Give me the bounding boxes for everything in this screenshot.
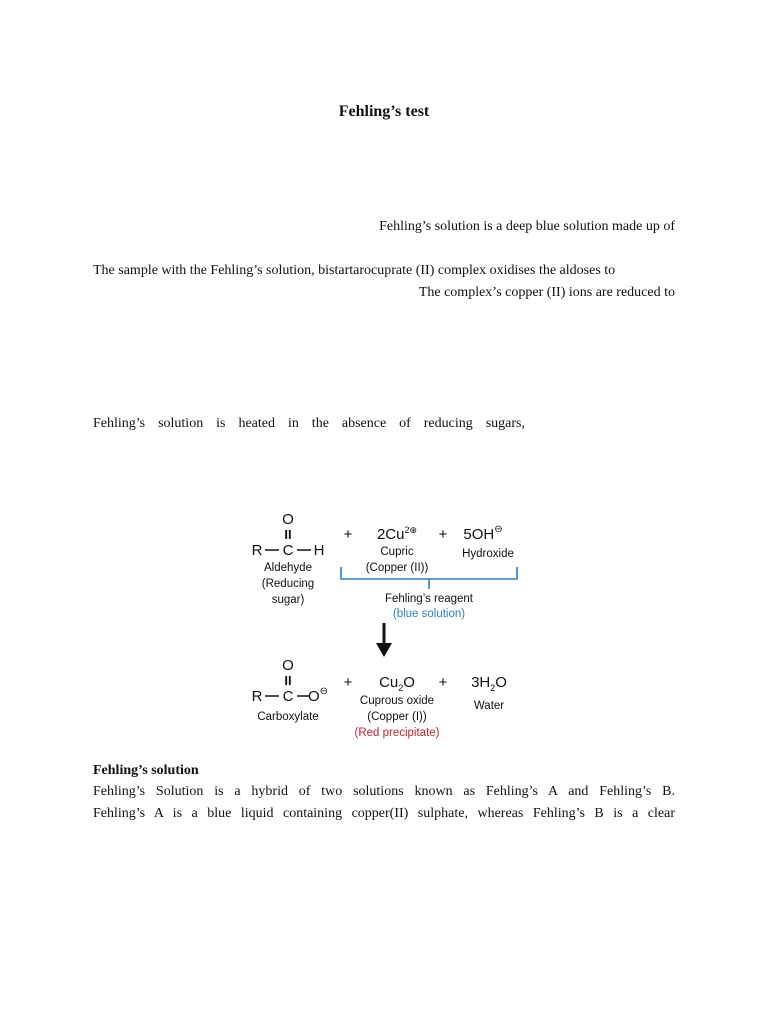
plus-1: + (343, 526, 353, 543)
sample-line: The sample with the Fehling’s solution, bistartarocuprate (II) complex oxidises the aldoses to (93, 263, 616, 278)
aldehyde-carbon: C (282, 542, 294, 559)
sugar-label: sugar) (271, 594, 305, 606)
hydroxide-label: Hydroxide (462, 548, 514, 560)
aldehyde-r: R (251, 542, 263, 559)
carboxylate-oxygen-top: O (282, 657, 294, 674)
aldehyde-label: Aldehyde (264, 562, 312, 574)
absence-line: Fehling’s solution is heated in the absence of reducing sugars, (93, 416, 525, 431)
copper-i-label: (Copper (I)) (367, 711, 427, 723)
precipitate-label: (Red precipitate) (354, 727, 440, 739)
plus-4: + (438, 674, 448, 691)
water-formula: $3H_2O$ (471, 674, 507, 693)
complex-line: The complex’s copper (II) ions are reduced to (418, 285, 675, 300)
carboxylate-label: Carboxylate (257, 711, 319, 723)
aldehyde-double-bond: II (284, 527, 292, 542)
carboxylate-carbon: C (282, 688, 294, 705)
section-line-1: Fehling’s Solution is a hybrid of two solutions known as Fehling’s A and Fehling’s B. (93, 784, 675, 799)
cupric-label: Cupric (380, 546, 414, 558)
reaction-diagram (245, 505, 545, 745)
cuprous-label: Cuprous oxide (359, 695, 435, 707)
reducing-label: (Reducing (261, 578, 315, 590)
carboxylate-double-bond: II (284, 673, 292, 688)
intro-line: Fehling’s solution is a deep blue solution made up of (379, 219, 675, 234)
aldehyde-oxygen: O (282, 511, 294, 528)
plus-3: + (343, 674, 353, 691)
section-heading: Fehling’s solution (93, 763, 199, 778)
reagent-label: Fehling’s reagent (384, 593, 474, 605)
page-title: Fehling’s test (338, 103, 430, 120)
aldehyde-hydrogen: H (313, 542, 325, 559)
cupric-formula: $2Cu^{2\oplus}$ (376, 525, 418, 543)
water-label: Water (473, 700, 505, 712)
carboxylate-r: R (251, 688, 263, 705)
reaction-arrow-head (376, 643, 392, 657)
cuprous-formula: $Cu_2O$ (379, 674, 415, 693)
carboxylate-oxygen: O⊖ (307, 686, 329, 705)
section-line-2: Fehling’s A is a blue liquid containing copper(II) sulphate, whereas Fehling’s B is a clear (93, 806, 675, 821)
hydroxide-formula: 5OH⊖ (463, 524, 503, 543)
reagent-note: (blue solution) (392, 608, 466, 620)
plus-2: + (438, 526, 448, 543)
copper-ii-label: (Copper (II)) (365, 562, 429, 574)
